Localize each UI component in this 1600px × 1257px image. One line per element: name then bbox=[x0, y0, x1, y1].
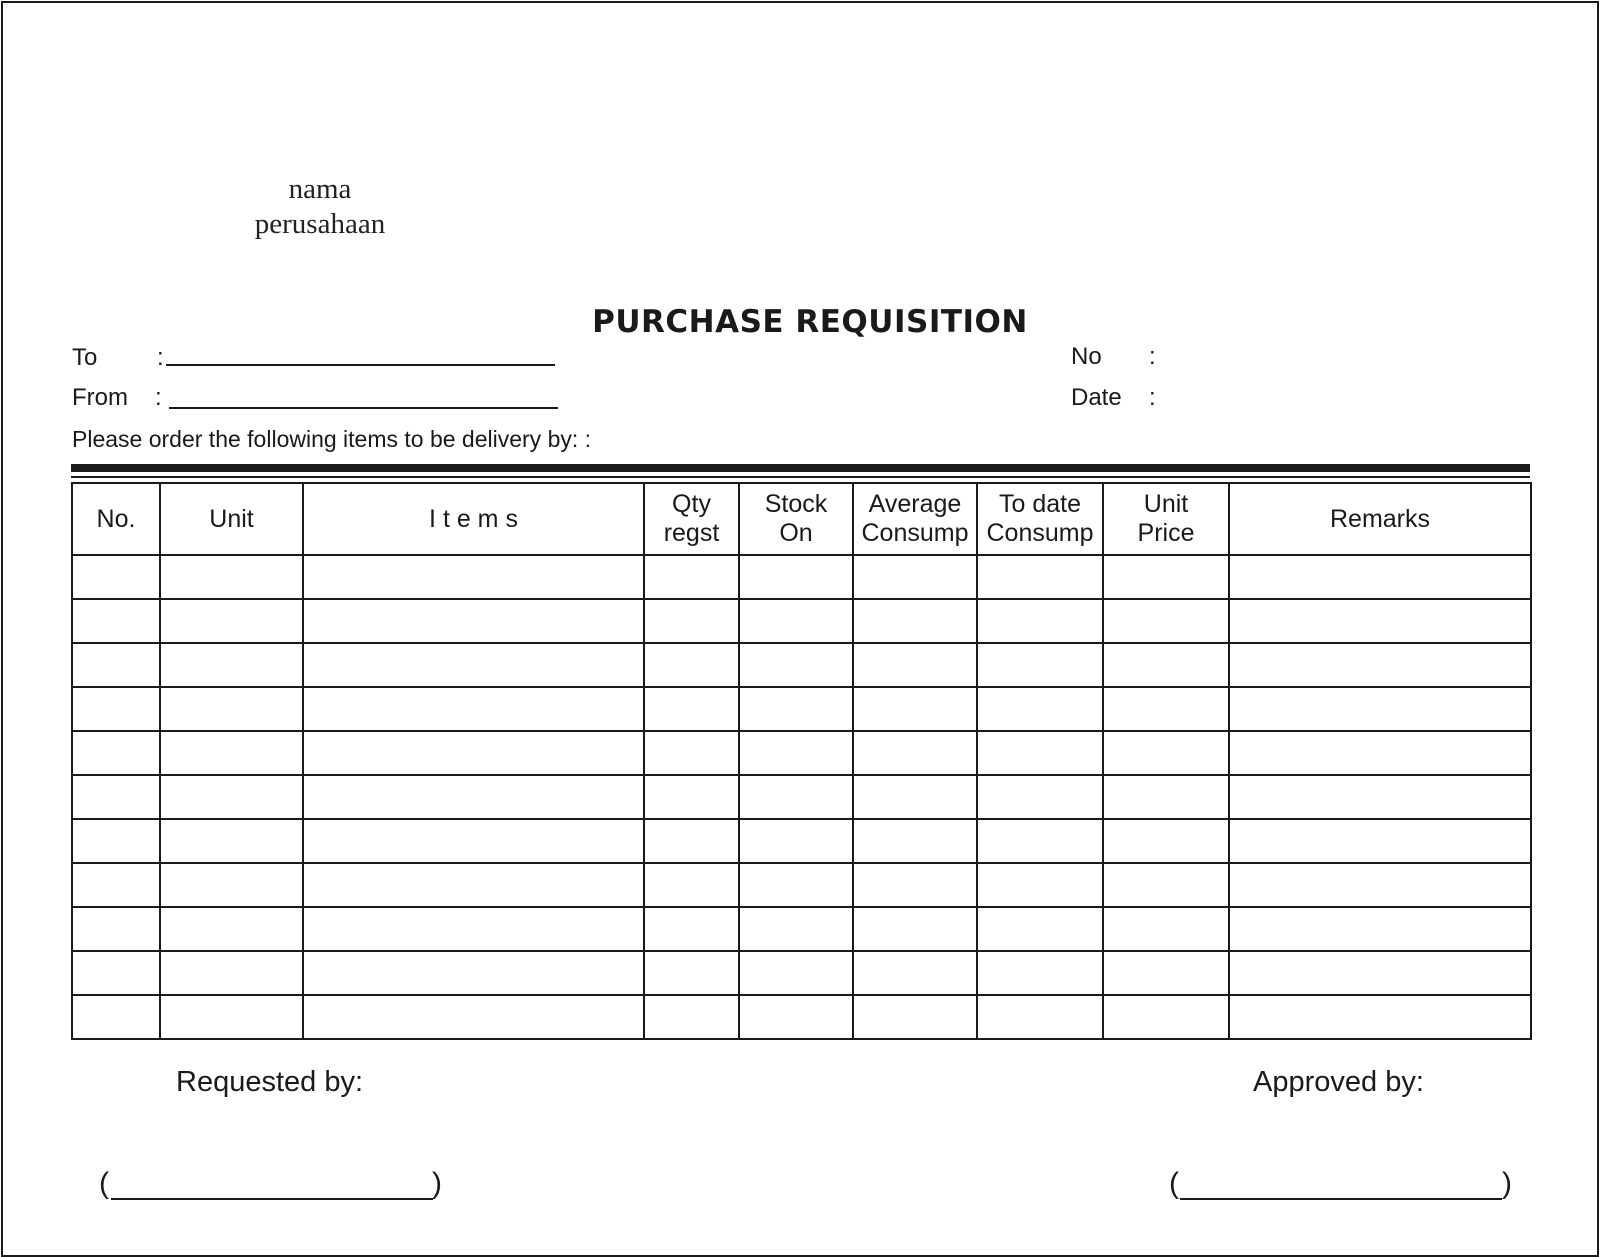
col-unit: Unit bbox=[160, 483, 303, 555]
table-cell[interactable] bbox=[644, 863, 739, 907]
table-cell[interactable] bbox=[644, 775, 739, 819]
approved-signature-field[interactable] bbox=[1180, 1198, 1502, 1200]
table-cell[interactable] bbox=[1229, 599, 1531, 643]
table-cell[interactable] bbox=[644, 907, 739, 951]
table-cell[interactable] bbox=[72, 599, 160, 643]
table-cell[interactable] bbox=[1229, 951, 1531, 995]
table-cell[interactable] bbox=[977, 643, 1103, 687]
table-cell[interactable] bbox=[1103, 995, 1229, 1039]
table-cell[interactable] bbox=[72, 995, 160, 1039]
table-row bbox=[72, 995, 1531, 1039]
table-cell[interactable] bbox=[160, 819, 303, 863]
no-colon: : bbox=[1149, 343, 1156, 370]
to-label: To bbox=[72, 344, 98, 371]
requested-by-label: Requested by: bbox=[176, 1066, 364, 1098]
table-cell[interactable] bbox=[853, 907, 977, 951]
table-cell[interactable] bbox=[160, 995, 303, 1039]
table-cell[interactable] bbox=[853, 731, 977, 775]
table-cell[interactable] bbox=[160, 907, 303, 951]
table-cell[interactable] bbox=[739, 995, 853, 1039]
approved-by-label: Approved by: bbox=[1253, 1066, 1424, 1098]
table-cell[interactable] bbox=[739, 687, 853, 731]
header-row bbox=[72, 483, 1531, 555]
table-row bbox=[72, 599, 1531, 643]
form-title: PURCHASE REQUISITION bbox=[592, 304, 1028, 340]
table-cell[interactable] bbox=[644, 951, 739, 995]
table-cell[interactable] bbox=[853, 951, 977, 995]
table-cell[interactable] bbox=[853, 599, 977, 643]
company-name bbox=[220, 172, 420, 242]
table-row bbox=[72, 731, 1531, 775]
table-cell[interactable] bbox=[739, 599, 853, 643]
table-cell[interactable] bbox=[1103, 775, 1229, 819]
table-cell[interactable] bbox=[739, 951, 853, 995]
table-cell[interactable] bbox=[303, 731, 644, 775]
col-to-date-consump: To date Consump bbox=[977, 483, 1103, 555]
order-instruction: Please order the following items to be delivery by: : bbox=[72, 426, 592, 452]
from-label: From bbox=[72, 384, 128, 411]
table-cell[interactable] bbox=[977, 731, 1103, 775]
table-cell[interactable] bbox=[853, 775, 977, 819]
approved-close-paren: ) bbox=[1502, 1167, 1512, 1200]
table-cell[interactable] bbox=[303, 907, 644, 951]
table-cell[interactable] bbox=[853, 555, 977, 599]
table-cell[interactable] bbox=[644, 643, 739, 687]
table-cell[interactable] bbox=[72, 555, 160, 599]
table-cell[interactable] bbox=[1229, 775, 1531, 819]
requested-signature-field[interactable] bbox=[111, 1198, 433, 1200]
table-row bbox=[72, 863, 1531, 907]
company-name-line2: perusahaan bbox=[254, 208, 386, 240]
col-qty-regst: Qty regst bbox=[644, 483, 739, 555]
table-cell[interactable] bbox=[303, 599, 644, 643]
col-items: I t e m s bbox=[303, 483, 644, 555]
table-cell[interactable] bbox=[977, 819, 1103, 863]
table-row bbox=[72, 819, 1531, 863]
table-cell[interactable] bbox=[72, 907, 160, 951]
table-cell[interactable] bbox=[160, 731, 303, 775]
table-cell[interactable] bbox=[303, 775, 644, 819]
table-cell[interactable] bbox=[160, 687, 303, 731]
table-cell[interactable] bbox=[644, 599, 739, 643]
col-unit-price: Unit Price bbox=[1103, 483, 1229, 555]
table-body bbox=[72, 555, 1531, 1039]
requested-open-paren: ( bbox=[99, 1167, 109, 1200]
table-cell[interactable] bbox=[303, 643, 644, 687]
table-cell[interactable] bbox=[644, 819, 739, 863]
table-cell[interactable] bbox=[739, 775, 853, 819]
table-cell[interactable] bbox=[1229, 643, 1531, 687]
table-cell[interactable] bbox=[303, 687, 644, 731]
table-cell[interactable] bbox=[853, 643, 977, 687]
table-cell[interactable] bbox=[1229, 555, 1531, 599]
table-cell[interactable] bbox=[739, 643, 853, 687]
table-cell[interactable] bbox=[160, 555, 303, 599]
table-cell[interactable] bbox=[72, 643, 160, 687]
table-cell[interactable] bbox=[303, 555, 644, 599]
table-row bbox=[72, 643, 1531, 687]
table-cell[interactable] bbox=[160, 775, 303, 819]
approved-open-paren: ( bbox=[1169, 1167, 1179, 1200]
table-cell[interactable] bbox=[303, 863, 644, 907]
table-cell[interactable] bbox=[1229, 863, 1531, 907]
table-row bbox=[72, 775, 1531, 819]
table-row bbox=[72, 951, 1531, 995]
table-cell[interactable] bbox=[160, 951, 303, 995]
table-cell[interactable] bbox=[303, 819, 644, 863]
table-cell[interactable] bbox=[160, 599, 303, 643]
table-cell[interactable] bbox=[1103, 555, 1229, 599]
requested-close-paren: ) bbox=[432, 1167, 442, 1200]
to-colon: : bbox=[157, 344, 164, 371]
table-cell[interactable] bbox=[977, 995, 1103, 1039]
table-cell[interactable] bbox=[1229, 687, 1531, 731]
date-colon: : bbox=[1149, 384, 1156, 411]
company-name-line1: nama bbox=[288, 173, 352, 205]
table-cell[interactable] bbox=[1103, 863, 1229, 907]
table-cell[interactable] bbox=[977, 599, 1103, 643]
table-cell[interactable] bbox=[977, 863, 1103, 907]
table-row bbox=[72, 555, 1531, 599]
col-remarks: Remarks bbox=[1229, 483, 1531, 555]
table-cell[interactable] bbox=[72, 775, 160, 819]
table-cell[interactable] bbox=[739, 863, 853, 907]
date-label: Date bbox=[1071, 384, 1122, 411]
table-cell[interactable] bbox=[977, 555, 1103, 599]
table-cell[interactable] bbox=[303, 951, 644, 995]
from-colon: : bbox=[155, 384, 162, 411]
table-cell[interactable] bbox=[977, 775, 1103, 819]
table-cell[interactable] bbox=[644, 687, 739, 731]
table-cell[interactable] bbox=[160, 863, 303, 907]
table-cell[interactable] bbox=[739, 907, 853, 951]
table-cell[interactable] bbox=[160, 643, 303, 687]
table-cell[interactable] bbox=[1229, 731, 1531, 775]
table-cell[interactable] bbox=[853, 687, 977, 731]
table-cell[interactable] bbox=[1103, 599, 1229, 643]
items-table bbox=[71, 482, 1532, 1040]
table-cell[interactable] bbox=[644, 731, 739, 775]
table-cell[interactable] bbox=[72, 819, 160, 863]
table-cell[interactable] bbox=[1103, 643, 1229, 687]
table-cell[interactable] bbox=[72, 731, 160, 775]
table-cell[interactable] bbox=[1229, 907, 1531, 951]
table-cell[interactable] bbox=[303, 995, 644, 1039]
table-cell[interactable] bbox=[977, 907, 1103, 951]
table-cell[interactable] bbox=[72, 687, 160, 731]
col-stock-on: Stock On bbox=[739, 483, 853, 555]
table-cell[interactable] bbox=[1229, 995, 1531, 1039]
table-cell[interactable] bbox=[1103, 731, 1229, 775]
table-cell[interactable] bbox=[1103, 907, 1229, 951]
to-field[interactable] bbox=[166, 364, 555, 366]
table-cell[interactable] bbox=[644, 995, 739, 1039]
col-no: No. bbox=[72, 483, 160, 555]
table-top-rule bbox=[71, 464, 1530, 472]
table-cell[interactable] bbox=[644, 555, 739, 599]
table-cell[interactable] bbox=[72, 951, 160, 995]
table-cell[interactable] bbox=[977, 951, 1103, 995]
table-cell[interactable] bbox=[853, 995, 977, 1039]
table-cell[interactable] bbox=[739, 819, 853, 863]
table-cell[interactable] bbox=[739, 731, 853, 775]
table-row bbox=[72, 907, 1531, 951]
table-row bbox=[72, 687, 1531, 731]
table-cell[interactable] bbox=[1103, 819, 1229, 863]
table-cell[interactable] bbox=[853, 863, 977, 907]
table-cell[interactable] bbox=[739, 555, 853, 599]
no-label: No bbox=[1071, 343, 1102, 370]
table-cell[interactable] bbox=[1103, 951, 1229, 995]
table-top-rule-thin bbox=[71, 476, 1530, 478]
table-cell[interactable] bbox=[853, 819, 977, 863]
table-cell[interactable] bbox=[1103, 687, 1229, 731]
table-cell[interactable] bbox=[72, 863, 160, 907]
col-average-consump: Average Consump bbox=[853, 483, 977, 555]
table-cell[interactable] bbox=[1229, 819, 1531, 863]
from-field[interactable] bbox=[169, 407, 558, 409]
table-cell[interactable] bbox=[977, 687, 1103, 731]
